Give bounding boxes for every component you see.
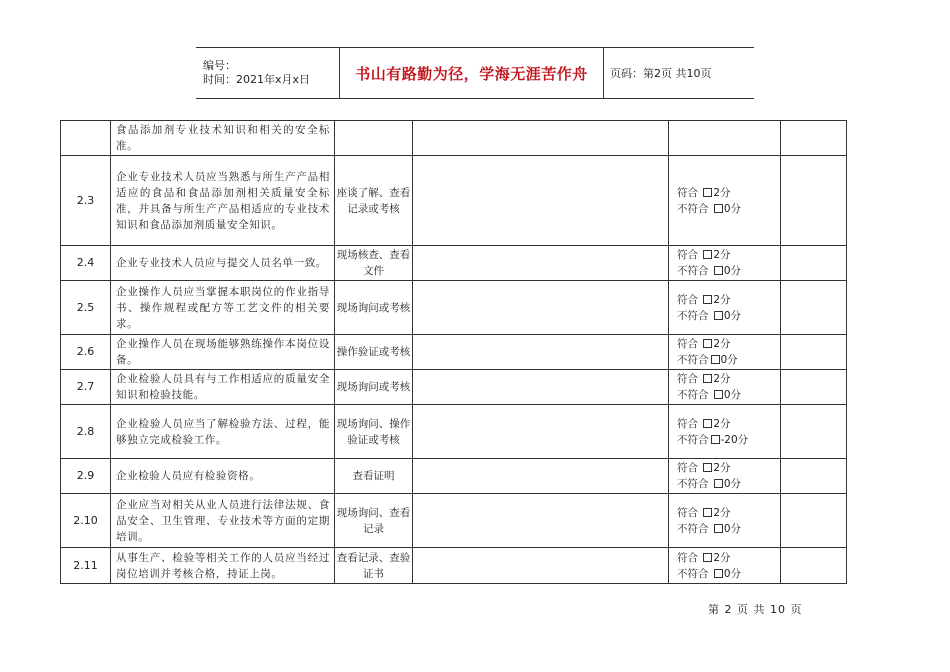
check-method: 操作验证或考核 <box>335 335 413 370</box>
checkbox-icon <box>703 250 712 259</box>
score-fail: 不符合 -20分 <box>677 433 749 446</box>
item-number: 2.3 <box>61 156 111 246</box>
score-pass: 符合 2分 <box>677 338 731 350</box>
table-row <box>61 494 847 548</box>
item-number: 2.9 <box>61 459 111 494</box>
score-fail: 不符合 0分 <box>677 478 742 490</box>
check-method: 查看记录、查验证书 <box>335 548 413 584</box>
score-options <box>669 405 781 459</box>
table-row <box>61 281 847 335</box>
table-row <box>61 459 847 494</box>
checkbox-icon <box>703 188 712 197</box>
remarks-cell <box>781 370 847 405</box>
header-motto: 书山有路勤为径，学海无涯苦作舟 <box>355 64 588 83</box>
check-result <box>413 335 669 370</box>
check-result <box>413 246 669 281</box>
header-page-cell <box>604 48 754 98</box>
remarks-cell <box>781 281 847 335</box>
check-method: 现场询问或考核 <box>335 370 413 405</box>
score-pass: 符合 2分 <box>677 551 731 564</box>
checkbox-icon <box>703 339 712 348</box>
checkbox-icon <box>703 295 712 304</box>
remarks-cell <box>781 459 847 494</box>
check-result <box>413 121 669 156</box>
score-options <box>669 281 781 335</box>
header-info <box>196 48 340 98</box>
requirement-text: 从事生产、检验等相关工作的人员应当经过岗位培训并考核合格，持证上岗。 <box>111 548 335 584</box>
score-fail: 不符合 0分 <box>677 354 738 366</box>
score-options <box>669 246 781 281</box>
item-number: 2.6 <box>61 335 111 370</box>
remarks-cell <box>781 156 847 246</box>
score-options <box>669 370 781 405</box>
table-row <box>61 370 847 405</box>
score-pass: 符合 2分 <box>677 462 731 474</box>
checkbox-icon <box>714 204 723 213</box>
score-options <box>669 121 781 156</box>
checkbox-icon <box>711 355 720 364</box>
check-result <box>413 370 669 405</box>
remarks-cell <box>781 494 847 548</box>
score-fail: 不符合 0分 <box>677 522 742 535</box>
item-number: 2.11 <box>61 548 111 584</box>
checkbox-icon <box>703 419 712 428</box>
check-result <box>413 405 669 459</box>
checkbox-icon <box>703 508 712 517</box>
table-row <box>61 548 847 584</box>
remarks-cell <box>781 246 847 281</box>
remarks-cell <box>781 335 847 370</box>
number-label: 编号： <box>203 59 236 72</box>
check-method: 现场询问、操作验证或考核 <box>335 405 413 459</box>
header-page-label: 页码：第2页 共10页 <box>610 67 712 80</box>
time-label: 时间：2021年x月x日 <box>203 73 311 86</box>
check-result <box>413 281 669 335</box>
item-number: 2.8 <box>61 405 111 459</box>
score-options <box>669 459 781 494</box>
check-result <box>413 156 669 246</box>
table-row <box>61 156 847 246</box>
score-options <box>669 335 781 370</box>
checkbox-icon <box>711 435 720 444</box>
page-footer: 第 2 页 共 10 页 <box>708 603 803 616</box>
remarks-cell <box>781 548 847 584</box>
check-result <box>413 459 669 494</box>
item-number: 2.7 <box>61 370 111 405</box>
score-options <box>669 494 781 548</box>
score-pass: 符合 2分 <box>677 506 731 519</box>
header-motto-cell <box>340 48 604 98</box>
checkbox-icon <box>714 266 723 275</box>
checkbox-icon <box>714 390 723 399</box>
table-row <box>61 121 847 156</box>
inspection-table <box>60 120 847 584</box>
score-fail: 不符合 0分 <box>677 202 742 215</box>
check-method: 座谈了解、查看记录或考核 <box>335 156 413 246</box>
score-options <box>669 156 781 246</box>
check-method <box>335 121 413 156</box>
item-number: 2.5 <box>61 281 111 335</box>
check-method: 查看证明 <box>335 459 413 494</box>
table-row <box>61 405 847 459</box>
score-pass: 符合 2分 <box>677 373 731 385</box>
score-pass: 符合 2分 <box>677 293 731 306</box>
check-result <box>413 548 669 584</box>
score-options <box>669 548 781 584</box>
table-row <box>61 246 847 281</box>
requirement-text: 企业检验人员具有与工作相适应的质量安全知识和检验技能。 <box>111 370 335 405</box>
item-number <box>61 121 111 156</box>
item-number: 2.10 <box>61 494 111 548</box>
requirement-text: 企业专业技术人员应当熟悉与所生产产品相适应的食品和食品添加剂相关质量安全标准，并具备与所生产产品相适应的专业技术知识和食品添加剂质量安全知识。 <box>111 156 335 246</box>
requirement-text: 企业应当对相关从业人员进行法律法规、食品安全、卫生管理、专业技术等方面的定期培训。 <box>111 494 335 548</box>
requirement-text: 企业检验人员应有检验资格。 <box>111 459 335 494</box>
check-method: 现场询问、查看记录 <box>335 494 413 548</box>
score-pass: 符合 2分 <box>677 249 731 261</box>
score-fail: 不符合 0分 <box>677 389 742 401</box>
checkbox-icon <box>714 311 723 320</box>
page-header <box>196 47 754 99</box>
checkbox-icon <box>703 553 712 562</box>
requirement-text: 企业专业技术人员应与提交人员名单一致。 <box>111 246 335 281</box>
requirement-text: 食品添加剂专业技术知识和相关的安全标准。 <box>111 121 335 156</box>
score-pass: 符合 2分 <box>677 186 731 199</box>
item-number: 2.4 <box>61 246 111 281</box>
checkbox-icon <box>703 463 712 472</box>
requirement-text: 企业操作人员在现场能够熟练操作本岗位设备。 <box>111 335 335 370</box>
checkbox-icon <box>714 524 723 533</box>
score-pass: 符合 2分 <box>677 417 731 430</box>
checkbox-icon <box>714 479 723 488</box>
check-method: 现场核查、查看文件 <box>335 246 413 281</box>
checkbox-icon <box>703 374 712 383</box>
check-result <box>413 494 669 548</box>
table-row <box>61 335 847 370</box>
remarks-cell <box>781 121 847 156</box>
score-fail: 不符合 0分 <box>677 265 742 277</box>
score-fail: 不符合 0分 <box>677 567 742 580</box>
requirement-text: 企业操作人员应当掌握本职岗位的作业指导书、操作规程或配方等工艺文件的相关要求。 <box>111 281 335 335</box>
remarks-cell <box>781 405 847 459</box>
requirement-text: 企业检验人员应当了解检验方法、过程，能够独立完成检验工作。 <box>111 405 335 459</box>
score-fail: 不符合 0分 <box>677 309 742 322</box>
check-method: 现场询问或考核 <box>335 281 413 335</box>
checkbox-icon <box>714 569 723 578</box>
